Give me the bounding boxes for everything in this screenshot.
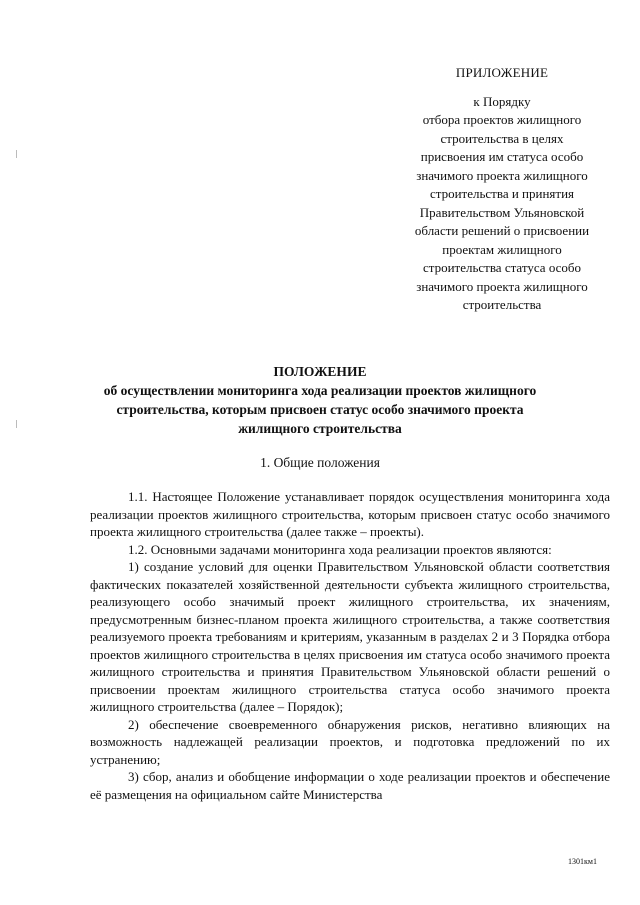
appendix-line: значимого проекта жилищного <box>416 278 588 294</box>
appendix-line: значимого проекта жилищного <box>416 167 588 183</box>
document-body <box>90 488 610 803</box>
appendix-line: проектам жилищного <box>442 241 562 257</box>
footer-code: 1301км1 <box>568 857 597 866</box>
document-title: ПОЛОЖЕНИЕ <box>273 364 367 379</box>
scan-mark <box>16 420 17 428</box>
document-heading <box>90 362 550 438</box>
appendix-block <box>390 64 614 315</box>
appendix-line: присвоения им статуса особо <box>420 149 584 164</box>
appendix-line: строительства <box>462 297 542 312</box>
appendix-line: Правительством Ульяновской <box>419 204 585 220</box>
appendix-line: к Порядку <box>473 93 531 109</box>
appendix-line: области решений о присвоении <box>414 223 590 238</box>
paragraph: 1.2. Основными задачами мониторинга хода реализации проектов являются: <box>128 541 552 557</box>
paragraph: 2) обеспечение своевременного обнаружения рисков, негативно влияющих на возможность надлежащей реализации проектов, и подготовка предложений по их устранению; <box>90 716 610 767</box>
appendix-line: строительства и принятия <box>429 186 575 201</box>
appendix-line: отбора проектов жилищного <box>422 112 582 127</box>
paragraph: 3) сбор, анализ и обобщение информации о ходе реализации проектов и обеспечение её размещения на официальном сайте Министерства <box>90 769 610 802</box>
appendix-line: строительства статуса особо <box>422 260 582 275</box>
paragraph: 1) создание условий для оценки Правительством Ульяновской области соответствия фактических показателей хозяйственной деятельности субъекта жилищного строительства, реализующего особо значимый проект жилищного строительства, их значениям, предусмотренным бизнес-планом проекта жилищного строительства, а также соответствия реализуемого проекта требованиям и критериям, указанным в разделах 2 и 3 Порядка отбора проектов жилищного строительства в целях присвоения им статуса особо значимого проекта жилищного строительства и принятия Правительством Ульяновской области решений о присвоении проектам жилищного строительства статуса особо значимого проекта жилищного строительства (далее – Порядок); <box>90 559 610 714</box>
appendix-line: строительства в целях <box>440 130 564 146</box>
section-title: 1. Общие положения <box>260 455 380 470</box>
paragraph: 1.1. Настоящее Положение устанавливает порядок осуществления мониторинга хода реализации проектов жилищного строительства, которым присвоен статус особо значимого проекта жилищного строительства (далее также – проекты). <box>90 489 610 539</box>
scan-mark <box>16 150 17 158</box>
appendix-title: ПРИЛОЖЕНИЕ <box>455 65 549 80</box>
document-subtitle: об осуществлении мониторинга хода реализации проектов жилищного строительства, которым присвоен статус особо значимого проекта жилищного строительства <box>103 383 537 436</box>
